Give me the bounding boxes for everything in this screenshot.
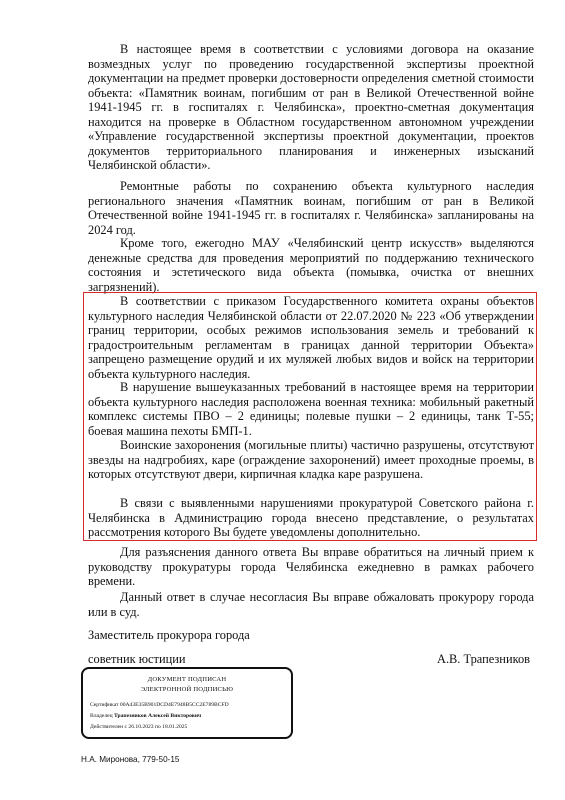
stamp-certificate-value: 00A43E35B901DCD4E7948B5CC2E789BCFD (119, 702, 229, 708)
stamp-owner-value: Трапезников Алексей Викторович (114, 713, 202, 719)
paragraph-military-equipment (88, 380, 534, 438)
stamp-title-line2: ЭЛЕКТРОННОЙ ПОДПИСЬЮ (140, 686, 234, 693)
signer-position: Заместитель прокурора города (88, 628, 250, 642)
paragraph-repair-plans (88, 179, 534, 237)
stamp-owner-label: Владелец (90, 713, 113, 719)
paragraph-expertise (88, 42, 534, 173)
paragraph-graves-damage (88, 438, 534, 482)
paragraph-appeal (88, 590, 534, 619)
paragraph-funding (88, 236, 534, 294)
paragraph-text: Данный ответ в случае несогласия Вы вправе обжаловать прокурору города или в суд. (88, 590, 534, 619)
stamp-valid-label: Действителен (90, 724, 124, 730)
paragraph-order-223 (88, 294, 534, 381)
stamp-owner (90, 713, 201, 719)
stamp-valid-value: с 26.10.2023 по 18.01.2025 (124, 724, 188, 730)
paragraph-clarification (88, 545, 534, 589)
paragraph-text: Для разъяснения данного ответа Вы вправе обратиться на личный прием к руководству прокуратуры города Челябинска ежедневно в рамках рабочего времени. (88, 545, 534, 588)
stamp-validity (90, 724, 187, 730)
paragraph-text: В связи с выявленными нарушениями прокуратурой Советского района г. Челябинска в Администрацию города внесено представление, о результатах рассмотрения которого Вы будете уведомлены дополнительно. (88, 496, 534, 539)
electronic-signature-stamp (81, 667, 293, 739)
paragraph-text: В настоящее время в соответствии с условиями договора на оказание возмездных услуг по проведению государственной экспертизы проектной документации на предмет проверки достоверности определения сметной стоимости объекта: «Памятник воинам, погибшим от ран в Великой Отечественной войне 1941-1945 гг. в госпиталях г. Челябинска», проектно-сметная документация находится на проверке в Областном государственном автономном учреждении «Управление государственной экспертизы проектной документации, проектов документов территориального планирования и инженерных изысканий Челябинской области». (88, 42, 534, 172)
paragraph-text: В нарушение вышеуказанных требований в настоящее время на территории объекта культурного наследия расположена военная техника: мобильный ракетный комплекс системы ПВО – 2 единицы; полевые пушки – 2 единицы, танк Т-55; боевая машина пехоты БМП-1. (88, 380, 534, 438)
signer-rank: советник юстиции (88, 652, 186, 666)
paragraph-text: Воинские захоронения (могильные плиты) частично разрушены, отсутствуют звезды на надгробиях, каре (ограждение захоронений) имеет проходные проемы, в которых отсутствуют двери, кирпичная кладка каре разрушена. (88, 438, 534, 481)
paragraph-representation (88, 496, 534, 540)
executor-contact: Н.А. Миронова, 779-50-15 (81, 755, 180, 764)
stamp-title-line1: ДОКУМЕНТ ПОДПИСАН (147, 676, 227, 683)
paragraph-text: Ремонтные работы по сохранению объекта культурного наследия регионального значения «Памятник воинам, погибшим от ран в Великой Отечественной войне 1941-1945 гг. в госпиталях г. Челябинска» запланированы на 2024 год. (88, 179, 534, 237)
stamp-certificate-label: Сертификат (90, 702, 119, 708)
signer-name: А.В. Трапезников (437, 652, 531, 666)
paragraph-text: Кроме того, ежегодно МАУ «Челябинский центр искусств» выделяются денежные средства для проведения мероприятий по поддержанию технического состояния и эстетического вида объекта (помывка, очистка от внешних загрязнений). (88, 236, 534, 294)
stamp-certificate (90, 702, 229, 708)
paragraph-text: В соответствии с приказом Государственного комитета охраны объектов культурного наследия Челябинской области от 22.07.2020 № 223 «Об утверждении границ территории, особых режимов использования земель и требований к градостроительным регламентам в границах данной территории Объекта» запрещено размещение орудий и их муляжей любых видов и войск на территории объекта культурного наследия. (88, 294, 534, 381)
